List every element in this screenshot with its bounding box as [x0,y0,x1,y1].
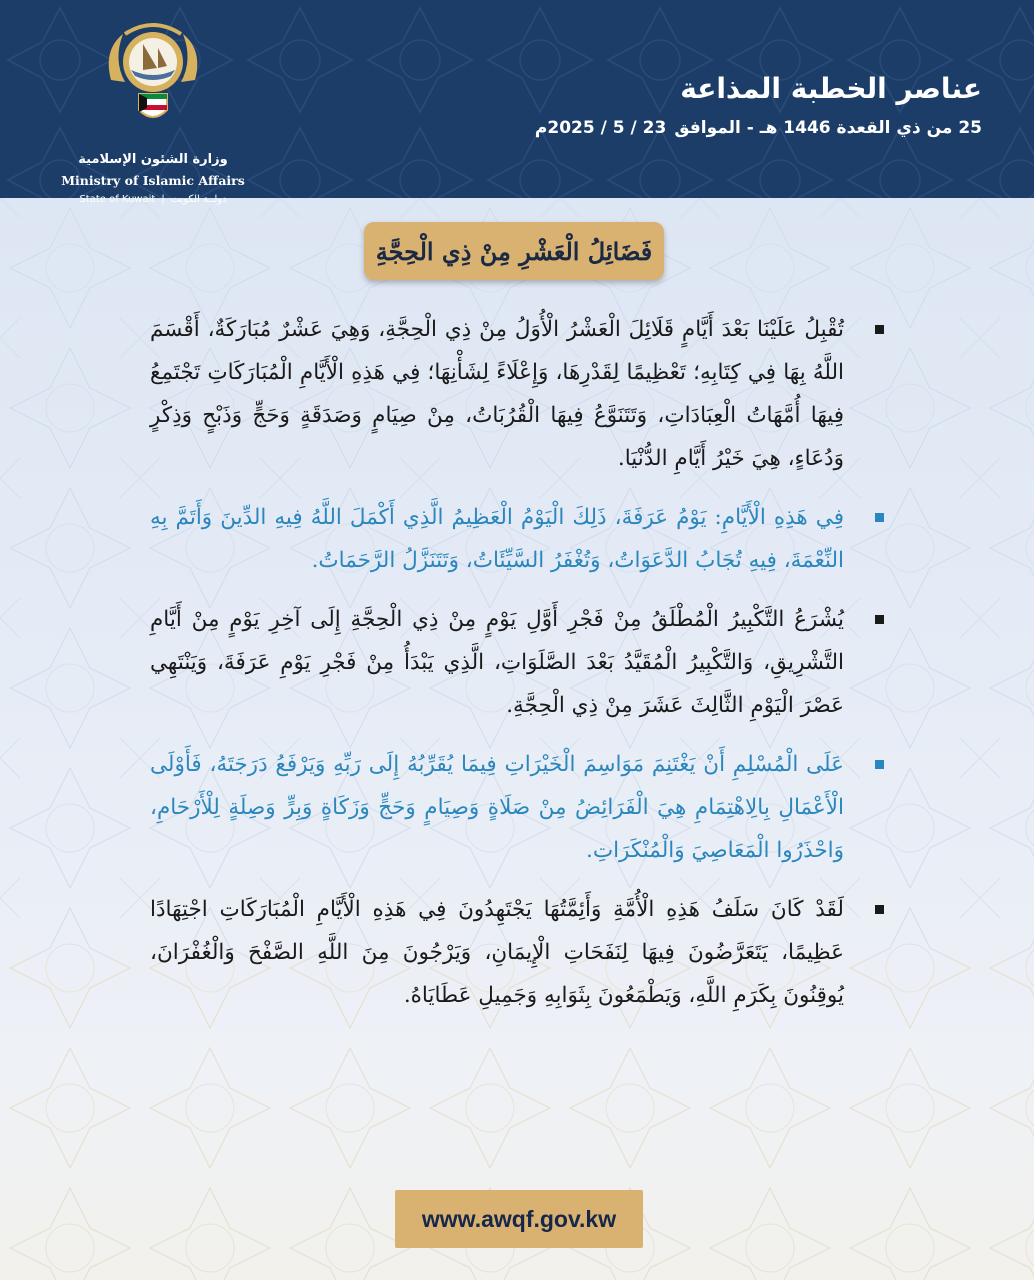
bullet-icon [875,325,884,334]
date-hijri: 25 من ذي القعدة 1446 هـ - الموافق [674,118,982,138]
date-gregorian: 23 / 5 / 2025م [534,118,667,138]
kuwait-emblem-icon [103,20,203,130]
bullet-icon [875,760,884,769]
state-label: State of Kuwait | دولــة الكويت [79,194,227,205]
topic-title: فَضَائِلُ الْعَشْرِ مِنْ ذِي الْحِجَّةِ [375,236,653,266]
sermon-date [535,118,982,138]
bullet-icon [875,513,884,522]
list-item [150,888,884,1017]
list-item [150,308,884,480]
page-title: عناصر الخطبة المذاعة [680,72,982,105]
paragraph-text: يُشْرَعُ التَّكْبِيرُ الْمُطْلَقُ مِنْ فَجْرِ أَوَّلِ يَوْمٍ مِنْ ذِي الْحِجَّةِ إِلَى آخِرِ يَوْمٍ مِنْ أَيَّامِ التَّشْرِيقِ، وَالتَّكْبِيرُ الْمُقَيَّدُ بَعْدَ الصَّلَوَاتِ، الَّذِي يَبْدَأُ مِنْ فَجْرِ يَوْمِ عَرَفَةَ، وَيَنْتَهِي عَصْرَ الْيَوْمِ الثَّالِثَ عَشَرَ مِنْ ذِي الْحِجَّةِ. [150,607,844,718]
ministry-name-arabic: وزارة الشئون الإسلامية [78,152,228,167]
state-arabic: دولــة الكويت [170,194,227,205]
paragraph-text: تُقْبِلُ عَلَيْنَا بَعْدَ أَيَّامٍ قَلَائِلَ الْعَشْرُ الْأُوَلُ مِنْ ذِي الْحِجَّةِ، وَهِيَ عَشْرٌ مُبَارَكَةٌ، أَقْسَمَ اللَّهُ بِهَا فِي كِتَابِهِ؛ تَعْظِيمًا لِقَدْرِهَا، وَإِعْلَاءً لِشَأْنِهَا؛ فِي هَذِهِ الْأَيَّامِ الْمُبَارَكَاتِ تَجْتَمِعُ فِيهَا أُمَّهَاتُ الْعِبَادَاتِ، وَتَتَنَوَّعُ فِيهَا الْقُرُبَاتُ، مِنْ صِيَامٍ وَصَدَقَةٍ وَحَجٍّ وَذَبْحٍ وَذِكْرٍ وَدُعَاءٍ، هِيَ خَيْرُ أَيَّامِ الدُّنْيَا. [150,317,844,471]
header-bar [0,0,1034,205]
sermon-points [150,308,884,1033]
bullet-icon [875,905,884,914]
state-english: State of Kuwait [79,194,156,205]
ministry-name-english: Ministry of Islamic Affairs [61,173,245,188]
paragraph-text: لَقَدْ كَانَ سَلَفُ هَذِهِ الْأُمَّةِ وَأَئِمَّتُهَا يَجْتَهِدُونَ فِي هَذِهِ الْأَيَّامِ الْمُبَارَكَاتِ اجْتِهَادًا عَظِيمًا، يَتَعَرَّضُونَ فِيهَا لِنَفَحَاتِ الْإِيمَانِ، وَيَرْجُونَ مِنَ اللَّهِ الصَّفْحَ وَالْغُفْرَانَ، يُوقِنُونَ بِكَرَمِ اللَّهِ، وَيَطْمَعُونَ بِثَوَابِهِ وَجَمِيلِ عَطَايَاهُ. [150,897,844,1008]
list-item [150,743,884,872]
website-link[interactable]: www.awqf.gov.kw [395,1190,643,1248]
bullet-icon [875,615,884,624]
ministry-logo [58,20,248,205]
paragraph-text: فِي هَذِهِ الْأَيَّامِ: يَوْمُ عَرَفَةَ، ذَلِكَ الْيَوْمُ الْعَظِيمُ الَّذِي أَكْمَلَ اللَّهُ فِيهِ الدِّينَ وَأَتَمَّ بِهِ النِّعْمَةَ، فِيهِ تُجَابُ الدَّعَوَاتُ، وَتُغْفَرُ السَّيِّئَاتُ، وَتَتَنَزَّلُ الرَّحَمَاتُ. [150,505,844,573]
topic-banner [364,222,664,280]
list-item [150,598,884,727]
paragraph-text: عَلَى الْمُسْلِمِ أَنْ يَغْتَنِمَ مَوَاسِمَ الْخَيْرَاتِ فِيمَا يُقَرِّبُهُ إِلَى رَبِّهِ وَيَرْفَعُ دَرَجَتَهُ، فَأَوْلَى الْأَعْمَالِ بِالِاهْتِمَامِ هِيَ الْفَرَائِضُ مِنْ صَلَاةٍ وَصِيَامٍ وَحَجٍّ وَزَكَاةٍ وَبِرٍّ وَصِلَةٍ لِلْأَرْحَامِ، وَاحْذَرُوا الْمَعَاصِيَ وَالْمُنْكَرَاتِ. [150,752,844,863]
list-item [150,496,884,582]
